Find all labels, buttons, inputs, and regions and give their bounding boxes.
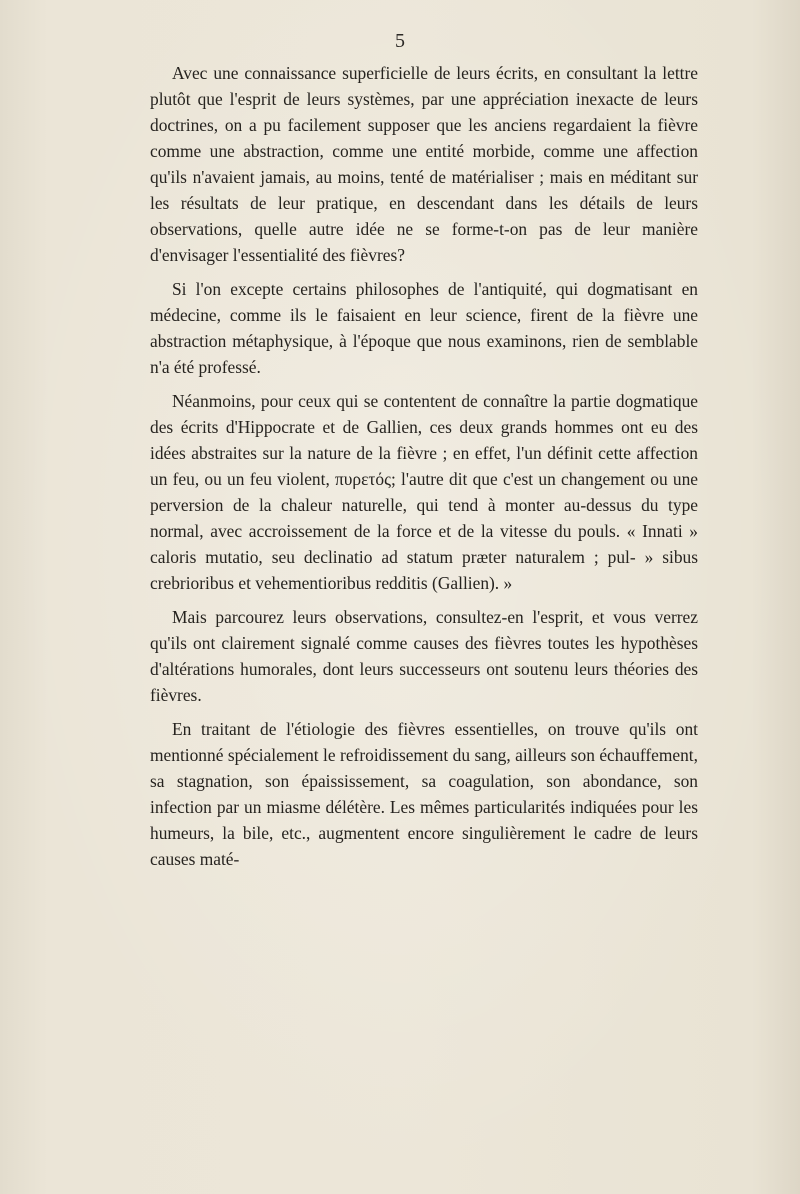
paragraph-4: Mais parcourez leurs observations, consultez-en l'esprit, et vous verrez qu'ils ont clairement signalé comme causes des fièvres toutes les hypothèses d'altérations humorales, dont leurs successeurs ont soutenu leurs théories des fièvres. bbox=[150, 607, 698, 705]
page-number: 5 bbox=[395, 30, 405, 52]
paragraph-2: Si l'on excepte certains philosophes de l'antiquité, qui dogmatisant en médecine, comme ils le faisaient en leur science, firent de la fièvre une abstraction métaphysique, à l'époque que nous examinons, rien de semblable n'a été professé. bbox=[150, 279, 698, 377]
paragraph-3: Néanmoins, pour ceux qui se contentent de connaître la partie dogmatique des écrits d'Hippocrate et de Gallien, ces deux grands hommes ont eu des idées abstraites sur la nature de la fièvre ; en effet, l'un définit cette affection un feu, ou un feu violent, πυρετός; l'autre dit que c'est un changement ou une perversion de la chaleur naturelle, qui tend à monter au-dessus du type normal, avec accroissement de la force et de la vitesse du pouls. « Innati » caloris mutatio, seu declinatio ad statum præter naturalem ; pul- » sibus crebrioribus et vehementioribus redditis (Gallien). » bbox=[150, 391, 698, 593]
paragraph-1: Avec une connaissance superficielle de leurs écrits, en consultant la lettre plutôt que l'esprit de leurs systèmes, par une appréciation inexacte de leurs doctrines, on a pu facilement supposer que les anciens regardaient la fièvre comme une abstraction, comme une entité morbide, comme une affection qu'ils n'avaient jamais, au moins, tenté de matérialiser ; mais en méditant sur les résultats de leur pratique, en descendant dans les détails de leurs observations, quelle autre idée ne se forme-t-on pas de leur manière d'envisager l'essentialité des fièvres? bbox=[150, 63, 698, 265]
paragraph-5: En traitant de l'étiologie des fièvres essentielles, on trouve qu'ils ont mentionné spécialement le refroidissement du sang, ailleurs son échauffement, sa stagnation, son épaississement, sa coagulation, son abondance, son infection par un miasme délétère. Les mêmes particularités indiquées pour les humeurs, la bile, etc., augmentent encore singulièrement le cadre de leurs causes maté- bbox=[150, 719, 698, 869]
body-text bbox=[150, 60, 698, 880]
